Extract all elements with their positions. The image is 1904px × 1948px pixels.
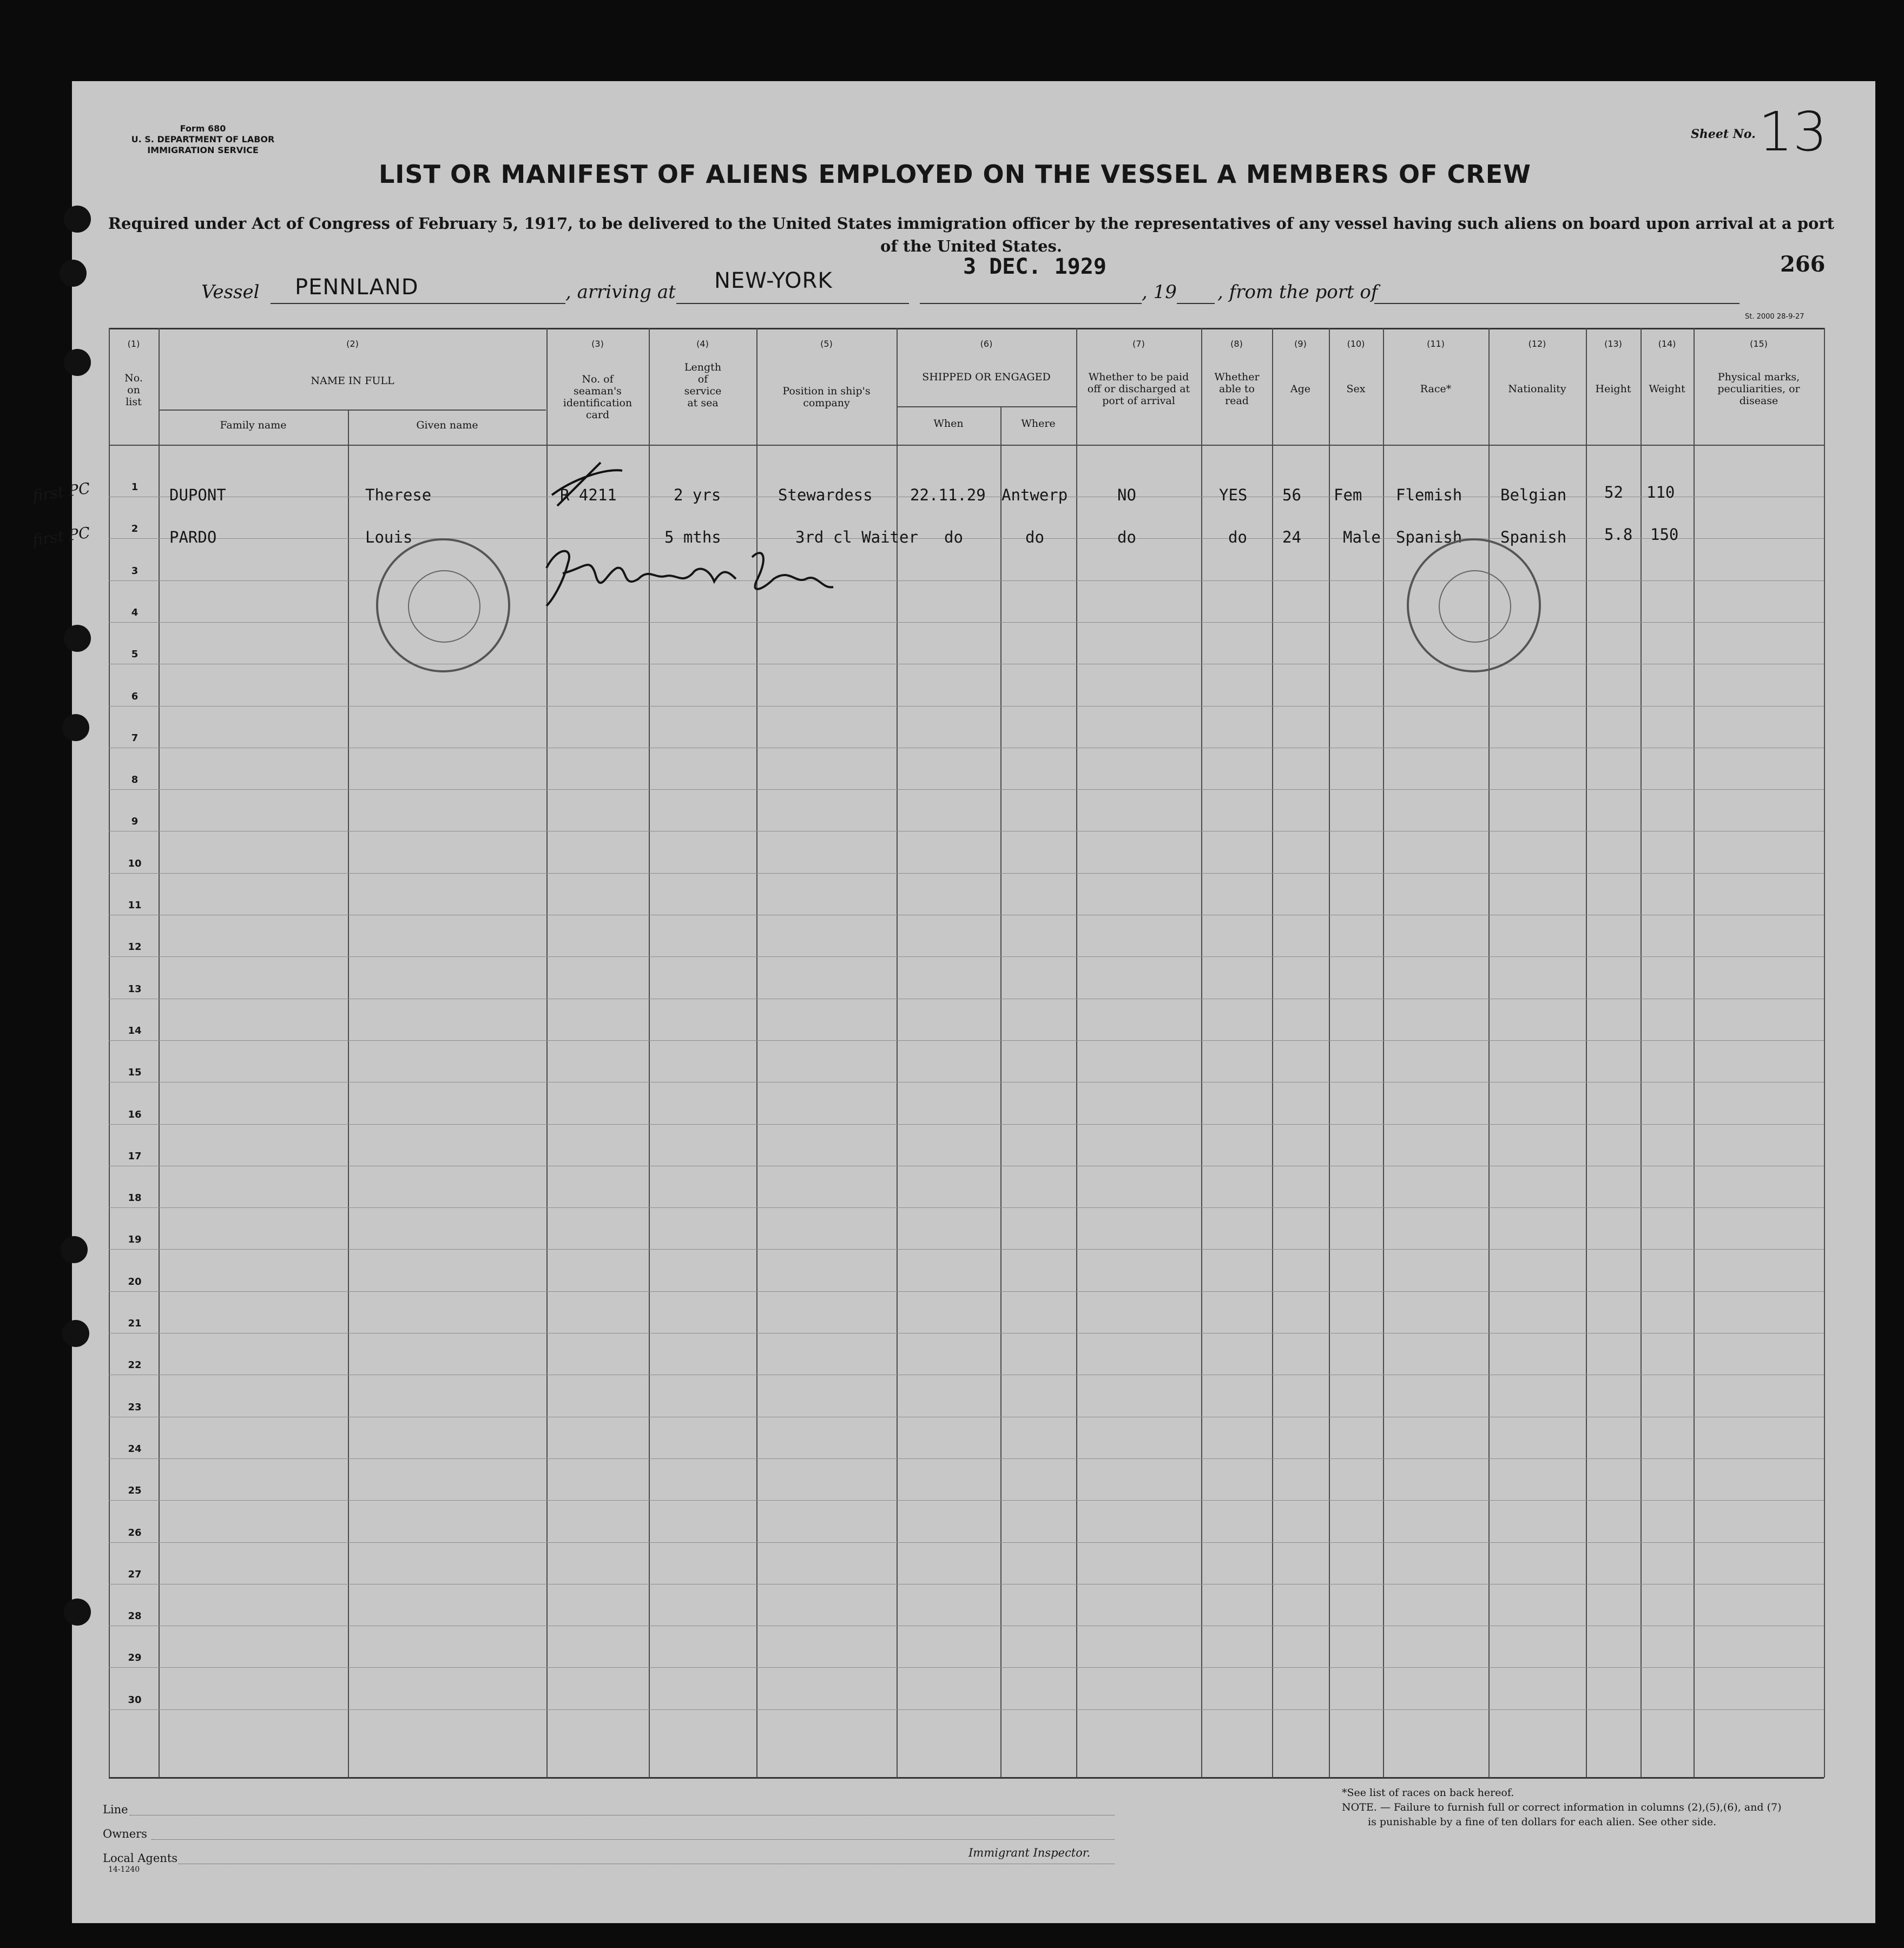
row-2-family: PARDO xyxy=(169,528,217,546)
ruling-line xyxy=(109,1709,1824,1710)
ruling-line xyxy=(109,622,1824,623)
column-number: (10) xyxy=(1347,339,1365,349)
vessel-label: Vessel xyxy=(201,281,260,303)
row-2-height: 5.8 xyxy=(1604,525,1633,544)
header-family-name: Family name xyxy=(220,419,287,431)
footer-agents-code: 14-1240 xyxy=(108,1865,140,1874)
form-header xyxy=(114,123,292,156)
race-note: *See list of races on back hereof. xyxy=(1342,1787,1514,1799)
line-number: 1 xyxy=(131,481,139,493)
header-given-name: Given name xyxy=(416,419,478,431)
punch-hole xyxy=(62,714,89,741)
ruling-line xyxy=(109,789,1824,790)
line-number: 23 xyxy=(128,1402,142,1413)
line-number: 30 xyxy=(128,1694,142,1706)
header-no-on-list: No. on list xyxy=(124,372,143,408)
ruling-line xyxy=(109,1291,1824,1292)
row-1-service: 2 yrs xyxy=(674,486,721,504)
row-1-when: 22.11.29 xyxy=(910,486,986,504)
row-2-when: do xyxy=(944,528,963,546)
row-2-weight: 150 xyxy=(1650,525,1679,544)
punch-hole xyxy=(64,206,91,233)
table-top-rule xyxy=(109,328,1824,329)
row-1-read: YES xyxy=(1219,486,1248,504)
ruling-line xyxy=(109,580,1824,581)
table-bottom-rule xyxy=(109,1777,1824,1779)
line-number: 6 xyxy=(131,691,139,702)
vessel-name: PENNLAND xyxy=(295,275,419,300)
ruling-line xyxy=(109,1667,1824,1668)
table-right-edge xyxy=(1824,328,1825,1778)
row-2-read: do xyxy=(1228,528,1247,546)
page-title: LIST OR MANIFEST OF ALIENS EMPLOYED ON THE VESSEL A MEMBERS OF CREW xyxy=(379,160,1531,189)
manifest-sheet xyxy=(72,81,1875,1923)
row-1-nationality: Belgian xyxy=(1500,486,1567,504)
row-1-given: Therese xyxy=(365,486,432,504)
arriving-label: , arriving at xyxy=(565,281,676,303)
inspector-label: Immigrant Inspector. xyxy=(969,1846,1091,1859)
department-name: U. S. DEPARTMENT OF LABOR xyxy=(131,134,275,144)
line-number: 20 xyxy=(128,1276,142,1287)
ruling-line xyxy=(109,1249,1824,1250)
punch-hole xyxy=(64,349,91,376)
line-number: 10 xyxy=(128,858,142,869)
ruling-line xyxy=(109,956,1824,957)
row-1-sex: Fem xyxy=(1334,486,1362,504)
penalty-note-line-2: is punishable by a fine of ten dollars for each alien. See other side. xyxy=(1368,1816,1717,1828)
strike-mark xyxy=(541,457,628,511)
table-left-edge xyxy=(109,328,110,1778)
line-number: 9 xyxy=(131,816,139,827)
row-1-where: Antwerp xyxy=(1002,486,1068,504)
sheet-number-value: 13 xyxy=(1758,100,1828,163)
footer-line-label: Line xyxy=(103,1803,128,1816)
line-number: 28 xyxy=(128,1610,142,1622)
consulate-stamp-left xyxy=(376,538,510,672)
punch-hole xyxy=(62,1320,89,1347)
line-number: 14 xyxy=(128,1025,142,1036)
date-stamp: 3 DEC. 1929 xyxy=(963,254,1106,279)
column-number: (2) xyxy=(346,339,359,349)
header-nationality: Nationality xyxy=(1508,383,1566,395)
requirement-text: Required under Act of Congress of February 5, 1917, to be delivered to the United States immigration officer by the representatives of any vessel having such aliens on board upon arrival at a port of the United States. xyxy=(108,214,1835,255)
row-2-paid-off: do xyxy=(1117,528,1136,546)
footer-agents-label: Local Agents xyxy=(103,1852,178,1865)
ruling-line xyxy=(109,1458,1824,1459)
sheet-number-label: Sheet No. xyxy=(1691,127,1756,141)
row-1-race: Flemish xyxy=(1396,486,1462,504)
header-name-in-full: NAME IN FULL xyxy=(311,375,394,387)
line-number: 4 xyxy=(131,607,139,618)
row-1-weight: 110 xyxy=(1646,483,1675,501)
punch-hole xyxy=(61,1236,88,1263)
line-number: 16 xyxy=(128,1109,142,1120)
column-number: (13) xyxy=(1604,339,1622,349)
header-id-card: No. of seaman's identification card xyxy=(563,373,633,421)
service-name: IMMIGRATION SERVICE xyxy=(147,145,259,155)
row-2-nationality: Spanish xyxy=(1500,528,1567,546)
column-number: (8) xyxy=(1230,339,1243,349)
header-shipped-engaged: SHIPPED OR ENGAGED xyxy=(922,371,1051,383)
print-code: St. 2000 28-9-27 xyxy=(1745,313,1804,321)
header-shipped-when: When xyxy=(933,418,964,430)
row-1-paid-off: NO xyxy=(1117,486,1136,504)
punch-hole xyxy=(64,1599,91,1626)
row-1-position: Stewardess xyxy=(778,486,873,504)
line-number: 19 xyxy=(128,1234,142,1245)
row-1-height: 52 xyxy=(1604,483,1623,501)
line-number: 2 xyxy=(131,523,139,534)
line-number: 22 xyxy=(128,1359,142,1371)
header-physical-marks: Physical marks, peculiarities, or disease xyxy=(1717,371,1800,407)
row-2-where: do xyxy=(1025,528,1044,546)
column-number: (11) xyxy=(1427,339,1445,349)
line-number: 25 xyxy=(128,1485,142,1496)
line-number: 7 xyxy=(131,732,139,744)
line-number: 17 xyxy=(128,1151,142,1162)
punch-hole xyxy=(64,625,91,652)
ruling-line xyxy=(109,873,1824,874)
row-2-position: 3rd cl Waiter xyxy=(795,528,918,546)
header-sex: Sex xyxy=(1346,383,1366,395)
consulate-stamp-right xyxy=(1407,538,1541,672)
line-number: 27 xyxy=(128,1569,142,1580)
column-number: (14) xyxy=(1658,339,1676,349)
row-1-age: 56 xyxy=(1282,486,1301,504)
footer-owners-label: Owners xyxy=(103,1827,147,1840)
penalty-note-line-1: NOTE. — Failure to furnish full or correct information in columns (2),(5),(6), and (7) xyxy=(1342,1801,1782,1813)
line-number: 11 xyxy=(128,900,142,911)
ruling-line xyxy=(109,1500,1824,1501)
header-bottom-rule xyxy=(109,445,1824,446)
header-weight: Weight xyxy=(1649,383,1685,395)
header-length-service: Length of service at sea xyxy=(684,361,722,409)
from-port-label: , from the port of xyxy=(1217,281,1378,303)
column-number: (7) xyxy=(1132,339,1145,349)
header-able-to-read: Whether able to read xyxy=(1214,371,1260,407)
shipped-sub-rule xyxy=(897,406,1076,407)
line-number: 13 xyxy=(128,983,142,995)
page-number: 266 xyxy=(1780,252,1826,277)
line-number: 8 xyxy=(131,774,139,785)
line-number: 18 xyxy=(128,1192,142,1204)
inspector-signature xyxy=(536,536,860,617)
ruling-line xyxy=(109,1542,1824,1543)
ruling-line xyxy=(109,1040,1824,1041)
line-number: 3 xyxy=(131,565,139,577)
year-label: , 19 xyxy=(1142,281,1177,303)
row-2-sex: Male xyxy=(1343,528,1381,546)
line-number: 15 xyxy=(128,1067,142,1078)
header-race: Race* xyxy=(1420,383,1452,395)
header-age: Age xyxy=(1290,383,1311,395)
line-number: 29 xyxy=(128,1652,142,1663)
arrival-port: NEW-YORK xyxy=(714,268,833,293)
punch-hole xyxy=(60,260,87,287)
row-2-age: 24 xyxy=(1282,528,1301,546)
line-number: 24 xyxy=(128,1443,142,1455)
column-number: (1) xyxy=(127,339,140,349)
margin-note: first PC xyxy=(31,523,91,550)
row-1-family: DUPONT xyxy=(169,486,226,504)
column-number: (15) xyxy=(1750,339,1768,349)
line-number: 5 xyxy=(131,649,139,660)
ruling-line xyxy=(109,1124,1824,1125)
column-number: (12) xyxy=(1528,339,1546,349)
header-paid-off: Whether to be paid off or discharged at port of arrival xyxy=(1087,371,1190,407)
row-2-given: Louis xyxy=(365,528,413,546)
row-1-card: R 4211 xyxy=(560,486,617,504)
name-sub-rule xyxy=(159,410,546,411)
margin-note: first PC xyxy=(31,479,91,505)
column-number: (3) xyxy=(591,339,604,349)
column-number: (9) xyxy=(1294,339,1307,349)
header-position: Position in ship's company xyxy=(782,385,871,409)
column-number: (6) xyxy=(980,339,993,349)
column-number: (4) xyxy=(696,339,709,349)
line-number: 12 xyxy=(128,941,142,953)
header-shipped-where: Where xyxy=(1021,418,1056,430)
header-height: Height xyxy=(1595,383,1631,395)
line-number: 26 xyxy=(128,1527,142,1538)
ruling-line xyxy=(109,1207,1824,1208)
row-2-race: Spanish xyxy=(1396,528,1462,546)
row-2-service: 5 mths xyxy=(664,528,721,546)
line-number: 21 xyxy=(128,1318,142,1329)
column-number: (5) xyxy=(820,339,833,349)
form-number: Form 680 xyxy=(180,123,226,134)
